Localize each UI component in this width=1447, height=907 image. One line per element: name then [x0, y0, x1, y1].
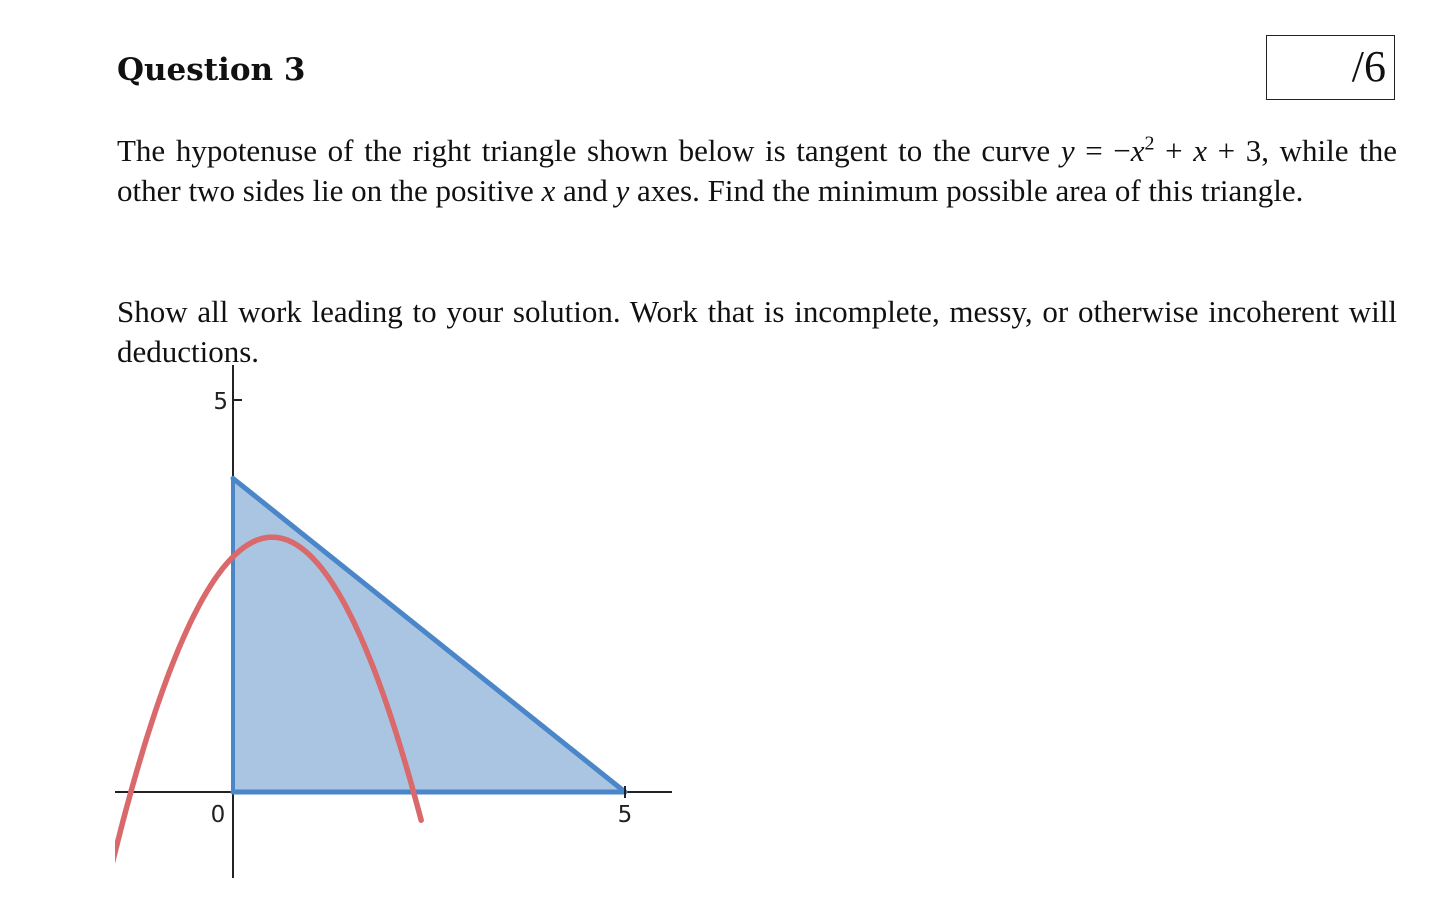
y-tick-label-5: 5 [213, 389, 228, 415]
curve-exponent: 2 [1144, 132, 1155, 155]
var-y: y [615, 173, 630, 208]
question-title: Question 3 [117, 52, 306, 88]
x-tick-label-0: 0 [210, 802, 226, 828]
var-x: x [541, 173, 556, 208]
score-label: /6 [1351, 42, 1386, 91]
curve-equals: = − [1074, 133, 1131, 168]
x-tick-label-5: 5 [617, 802, 633, 828]
curve-constant: + 3, [1207, 133, 1270, 168]
problem-text-d: axes. Find the minimum possible area of this triangle. [629, 173, 1304, 208]
curve-var-x2: x [1193, 133, 1208, 168]
instructions: Show all work leading to your solution. Work that is incomplete, messy, or otherwise incoherent will deductions. [117, 294, 1397, 369]
curve-plus: + [1154, 133, 1194, 168]
problem-text-a: The hypotenuse of the right triangle shown below is tangent to the curve [117, 133, 1061, 168]
problem-text-c: and [555, 173, 616, 208]
curve-var-y: y [1060, 133, 1075, 168]
problem-text-b: while the other two sides lie on the positive [117, 133, 1398, 208]
curve-var-x: x [1130, 133, 1145, 168]
